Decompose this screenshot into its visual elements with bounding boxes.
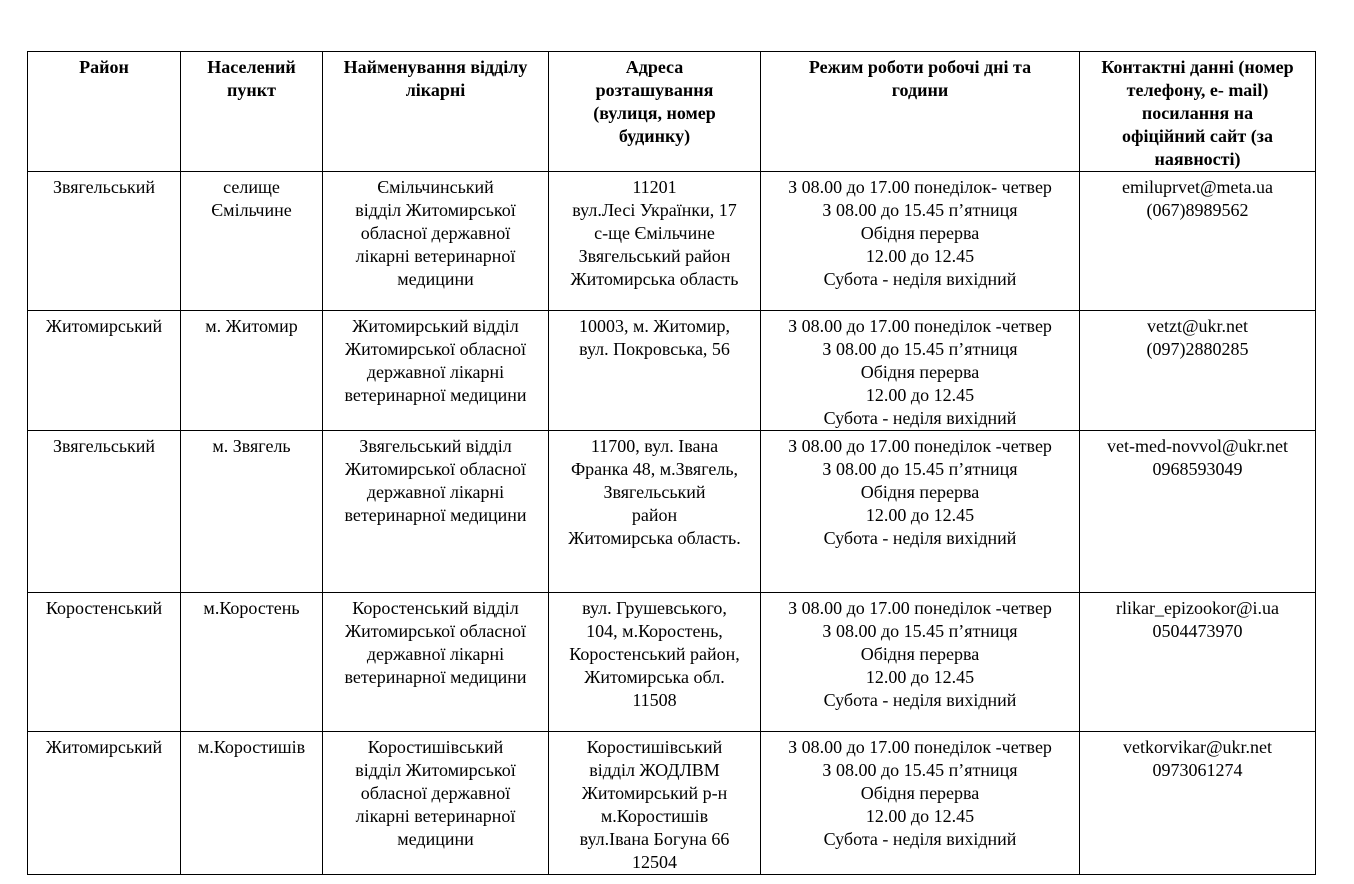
schedule-line: Обідня перерва xyxy=(860,362,980,382)
schedule-line: З 08.00 до 15.45 п’ятниця xyxy=(822,339,1018,359)
contact-cell xyxy=(1080,593,1316,732)
name-line: ветеринарної медицини xyxy=(344,667,527,687)
department-name-cell xyxy=(323,732,549,875)
address-line: Коростенський район, xyxy=(569,644,740,664)
district-text: Житомирський xyxy=(45,316,163,336)
contact-cell xyxy=(1080,732,1316,875)
district-cell xyxy=(28,732,181,875)
locality-line: м.Коростень xyxy=(203,598,300,618)
address-cell xyxy=(549,172,761,311)
district-cell xyxy=(28,593,181,732)
header-line: будинку) xyxy=(618,126,691,146)
header-line: Адреса xyxy=(625,57,684,77)
address-cell xyxy=(549,732,761,875)
header-line: Найменування відділу xyxy=(343,57,528,77)
schedule-line: З 08.00 до 17.00 понеділок -четвер xyxy=(788,316,1052,336)
name-line: Житомирської обласної xyxy=(345,459,526,479)
schedule-line: З 08.00 до 17.00 понеділок -четвер xyxy=(788,737,1052,757)
name-line: ветеринарної медицини xyxy=(344,385,527,405)
address-line: Звягельський xyxy=(603,482,706,502)
email-text[interactable]: rlikar_epizookor@i.ua xyxy=(1115,598,1280,618)
name-line: лікарні ветеринарної xyxy=(355,806,516,826)
address-cell xyxy=(549,593,761,732)
schedule-cell xyxy=(761,311,1080,431)
name-line: відділ Житомирської xyxy=(355,760,516,780)
schedule-line: Обідня перерва xyxy=(860,223,980,243)
name-line: обласної державної xyxy=(360,783,511,803)
schedule-line: Субота - неділя вихідний xyxy=(823,829,1017,849)
locality-cell xyxy=(181,311,323,431)
header-address xyxy=(549,52,761,172)
address-line: 10003, м. Житомир, xyxy=(579,316,730,336)
header-line: офіційний сайт (за xyxy=(1122,126,1273,146)
contact-cell xyxy=(1080,431,1316,593)
email-text[interactable]: emiluprvet@meta.ua xyxy=(1121,177,1274,197)
phone-text: 0968593049 xyxy=(1152,459,1243,479)
locality-cell xyxy=(181,593,323,732)
name-line: відділ Житомирської xyxy=(355,200,516,220)
schedule-line: З 08.00 до 17.00 понеділок- четвер xyxy=(788,177,1052,197)
address-line: м.Коростишів xyxy=(600,806,709,826)
address-line: район xyxy=(631,505,678,525)
header-line: пункт xyxy=(227,80,276,100)
address-line: 104, м.Коростень, xyxy=(586,621,723,641)
address-cell xyxy=(549,311,761,431)
locality-line: м.Коростишів xyxy=(197,737,306,757)
schedule-line: Субота - неділя вихідний xyxy=(823,690,1017,710)
schedule-line: Субота - неділя вихідний xyxy=(823,269,1017,289)
header-line: Район xyxy=(79,57,129,77)
locality-line: селище xyxy=(223,177,280,197)
email-text[interactable]: vetzt@ukr.net xyxy=(1146,316,1249,336)
schedule-line: Обідня перерва xyxy=(860,783,980,803)
schedule-line: 12.00 до 12.45 xyxy=(865,246,975,266)
header-line: лікарні xyxy=(405,80,466,100)
schedule-line: Субота - неділя вихідний xyxy=(823,408,1017,428)
header-row xyxy=(28,52,1316,172)
schedule-line: З 08.00 до 15.45 п’ятниця xyxy=(822,200,1018,220)
address-line: Житомирська обл. xyxy=(584,667,725,687)
address-line: 12504 xyxy=(632,852,677,872)
name-line: державної лікарні xyxy=(366,644,505,664)
table-row xyxy=(28,311,1316,431)
address-line: Житомирська область xyxy=(570,269,739,289)
address-line: вул.Лесі Українки, 17 xyxy=(572,200,737,220)
address-line: Житомирський р-н xyxy=(581,783,728,803)
schedule-line: 12.00 до 12.45 xyxy=(865,806,975,826)
name-line: лікарні ветеринарної xyxy=(355,246,516,266)
header-line: Контактні данні (номер xyxy=(1101,57,1294,77)
name-line: державної лікарні xyxy=(366,362,505,382)
schedule-line: З 08.00 до 15.45 п’ятниця xyxy=(822,621,1018,641)
name-line: державної лікарні xyxy=(366,482,505,502)
address-line: 11508 xyxy=(632,690,677,710)
header-line: посилання на xyxy=(1141,103,1254,123)
header-line: Населений xyxy=(207,57,296,77)
schedule-line: Обідня перерва xyxy=(860,482,980,502)
header-line: наявності) xyxy=(1154,149,1241,169)
contact-cell xyxy=(1080,172,1316,311)
name-line: медицини xyxy=(397,829,474,849)
schedule-line: З 08.00 до 15.45 п’ятниця xyxy=(822,459,1018,479)
schedule-cell xyxy=(761,732,1080,875)
district-text: Житомирський xyxy=(45,737,163,757)
district-text: Звягельський xyxy=(52,436,156,456)
address-line: с-ще Ємільчине xyxy=(594,223,715,243)
header-district xyxy=(28,52,181,172)
schedule-cell xyxy=(761,172,1080,311)
locality-cell xyxy=(181,172,323,311)
name-line: медицини xyxy=(397,269,474,289)
address-line: Франка 48, м.Звягель, xyxy=(570,459,739,479)
address-line: вул.Івана Богуна 66 xyxy=(579,829,730,849)
locality-cell xyxy=(181,431,323,593)
table-row xyxy=(28,732,1316,875)
schedule-line: 12.00 до 12.45 xyxy=(865,505,975,525)
district-text: Звягельський xyxy=(52,177,156,197)
address-line: 11700, вул. Івана xyxy=(590,436,719,456)
phone-text: 0504473970 xyxy=(1152,621,1243,641)
district-cell xyxy=(28,311,181,431)
header-line: телефону, е- mail) xyxy=(1126,80,1269,100)
name-line: Ємільчинський xyxy=(377,177,494,197)
schedule-line: З 08.00 до 17.00 понеділок -четвер xyxy=(788,598,1052,618)
name-line: обласної державної xyxy=(360,223,511,243)
department-name-cell xyxy=(323,593,549,732)
header-line: години xyxy=(891,80,949,100)
address-line: Житомирська область. xyxy=(568,528,741,548)
name-line: Звягельський відділ xyxy=(359,436,512,456)
schedule-line: З 08.00 до 17.00 понеділок -четвер xyxy=(788,436,1052,456)
header-locality xyxy=(181,52,323,172)
schedule-cell xyxy=(761,593,1080,732)
district-cell xyxy=(28,431,181,593)
address-cell xyxy=(549,431,761,593)
contact-cell xyxy=(1080,311,1316,431)
address-line: 11201 xyxy=(632,177,677,197)
schedule-line: 12.00 до 12.45 xyxy=(865,385,975,405)
table-row xyxy=(28,172,1316,311)
header-contacts xyxy=(1080,52,1316,172)
schedule-line: З 08.00 до 15.45 п’ятниця xyxy=(822,760,1018,780)
header-department-name xyxy=(323,52,549,172)
header-line: розташування xyxy=(595,80,714,100)
department-name-cell xyxy=(323,431,549,593)
locality-line: м. Звягель xyxy=(212,436,291,456)
phone-text: (067)8989562 xyxy=(1146,200,1249,220)
address-line: відділ ЖОДЛВМ xyxy=(589,760,720,780)
department-name-cell xyxy=(323,311,549,431)
address-line: Коростишівський xyxy=(586,737,723,757)
locality-cell xyxy=(181,732,323,875)
district-text: Коростенський xyxy=(45,598,163,618)
schedule-cell xyxy=(761,431,1080,593)
address-line: вул. Покровська, 56 xyxy=(579,339,730,359)
address-line: Звягельський район xyxy=(578,246,731,266)
table-row xyxy=(28,431,1316,593)
locality-line: Ємільчине xyxy=(211,200,292,220)
district-cell xyxy=(28,172,181,311)
name-line: Житомирський відділ xyxy=(352,316,519,336)
schedule-line: Субота - неділя вихідний xyxy=(823,528,1017,548)
phone-text: 0973061274 xyxy=(1152,760,1243,780)
vet-hospitals-table xyxy=(27,51,1316,875)
table-row xyxy=(28,593,1316,732)
header-line: (вулиця, номер xyxy=(593,103,716,123)
name-line: ветеринарної медицини xyxy=(344,505,527,525)
name-line: Коростишівський xyxy=(367,737,504,757)
schedule-line: Обідня перерва xyxy=(860,644,980,664)
header-line: Режим роботи робочі дні та xyxy=(808,57,1032,77)
email-text[interactable]: vet-med-novvol@ukr.net xyxy=(1106,436,1289,456)
department-name-cell xyxy=(323,172,549,311)
header-schedule xyxy=(761,52,1080,172)
address-line: вул. Грушевського, xyxy=(582,598,727,618)
phone-text: (097)2880285 xyxy=(1146,339,1249,359)
name-line: Коростенський відділ xyxy=(352,598,519,618)
schedule-line: 12.00 до 12.45 xyxy=(865,667,975,687)
email-text[interactable]: vetkorvikar@ukr.net xyxy=(1122,737,1273,757)
locality-line: м. Житомир xyxy=(205,316,298,336)
name-line: Житомирської обласної xyxy=(345,339,526,359)
name-line: Житомирської обласної xyxy=(345,621,526,641)
